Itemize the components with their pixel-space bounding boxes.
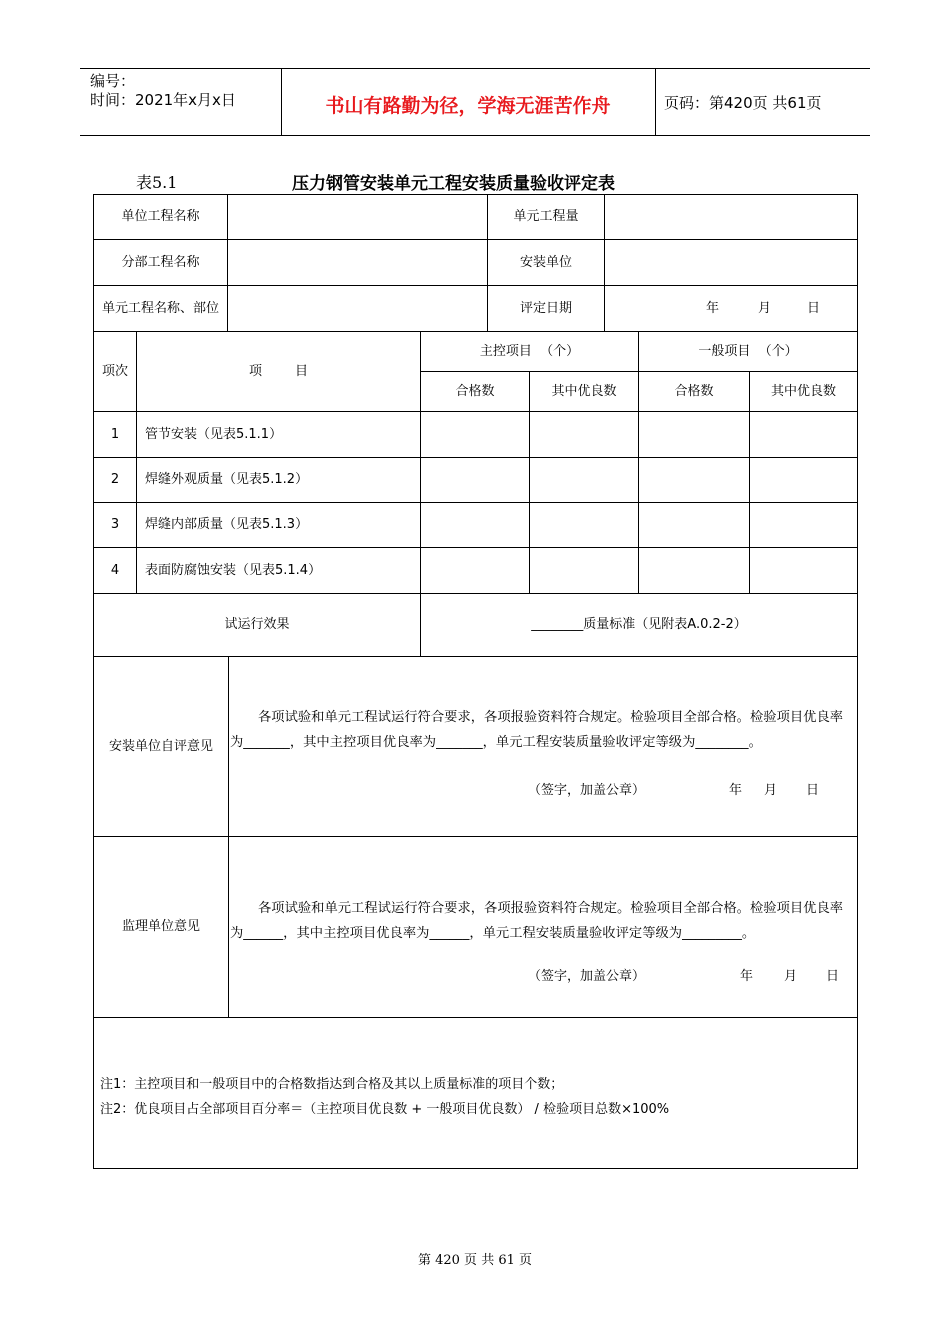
- seq-header: 项次: [101, 363, 128, 379]
- item-no: 3: [110, 517, 120, 532]
- date-year: 年: [706, 300, 720, 316]
- eval-date-label: 评定日期: [519, 300, 572, 316]
- header-divider-left: [281, 68, 282, 136]
- supervisor-sign: （签字，加盖公章）: [528, 969, 646, 984]
- unit-project-field[interactable]: [228, 195, 487, 239]
- supervisor-text: 各项试验和单元工程试运行符合要求，各项报验资料符合规定。检验项目全部合格。检验项目优良率为______，其中主控项目优良率为______，单元工程安装质量验收评定等级为_________。: [230, 901, 844, 941]
- table-number: 表5.1: [136, 173, 178, 192]
- row-line: [93, 1017, 858, 1018]
- supervisor-label: 监理单位意见: [121, 919, 200, 934]
- supervisor-day: 日: [826, 969, 840, 984]
- self-eval-month: 月: [764, 783, 778, 798]
- header-top-rule: [80, 68, 870, 69]
- main-control-header: 主控项目 （个）: [479, 343, 580, 359]
- general-excellent-header: 其中优良数: [770, 383, 836, 399]
- installer-field[interactable]: [605, 240, 857, 285]
- division-project-label: 分部工程名称: [121, 254, 200, 270]
- note-2: 注2：优良项目占全部项目百分率＝（主控项目优良数 + 一般项目优良数） / 检验项目总数×100%: [100, 1102, 670, 1117]
- item-name: 焊缝内部质量（见表5.1.3）: [145, 517, 309, 532]
- motto: 书山有路勤为径，学海无涯苦作舟: [325, 95, 611, 117]
- installer-label: 安装单位: [519, 254, 572, 270]
- supervisor-month: 月: [784, 969, 798, 984]
- trial-run-label: 试运行效果: [224, 617, 290, 632]
- main-qualified-header: 合格数: [455, 383, 495, 399]
- col-line: [228, 656, 229, 1017]
- date-day: 日: [807, 300, 821, 316]
- self-eval-label: 安装单位自评意见: [108, 738, 213, 754]
- serial-label: 编号：: [90, 72, 136, 90]
- item-no: 1: [110, 426, 120, 442]
- header-divider-right: [655, 68, 656, 136]
- self-eval-sign: （签字，加盖公章）: [528, 783, 646, 798]
- unit-quantity-label: 单元工程量: [513, 209, 579, 224]
- item-header: 项 目: [248, 363, 309, 379]
- main-excellent-header: 其中优良数: [551, 383, 617, 399]
- element-name-field[interactable]: [228, 286, 487, 331]
- division-project-field[interactable]: [228, 240, 487, 285]
- page-title: 压力钢管安装单元工程安装质量验收评定表: [292, 174, 615, 194]
- page-footer: 第 420 页 共 61 页: [417, 1253, 533, 1268]
- general-header: 一般项目 （个）: [698, 343, 798, 359]
- supervisor-year: 年: [740, 969, 754, 984]
- self-eval-text: 各项试验和单元工程试运行符合要求，各项报验资料符合规定。检验项目全部合格。检验项目优良率为_______，其中主控项目优良率为_______，单元工程安装质量验收评定等级为________。: [230, 710, 844, 750]
- self-eval-day: 日: [806, 783, 820, 798]
- time-label: 时间：2021年x月x日: [90, 91, 236, 109]
- page-code: 页码：第420页 共61页: [664, 94, 822, 112]
- header-bottom-rule: [80, 135, 870, 136]
- note-1: 注1：主控项目和一般项目中的合格数指达到合格及其以上质量标准的项目个数；: [100, 1077, 564, 1092]
- element-name-label: 单元工程名称、部位: [101, 300, 219, 316]
- unit-project-label: 单位工程名称: [121, 209, 200, 224]
- self-eval-year: 年: [729, 783, 743, 798]
- unit-quantity-field[interactable]: [605, 195, 857, 239]
- item-no: 4: [110, 562, 120, 578]
- date-month: 月: [758, 300, 772, 316]
- trial-run-value: ________质量标准（见附表A.0.2-2）: [531, 617, 747, 632]
- item-no: 2: [110, 472, 120, 487]
- item-name: 焊缝外观质量（见表5.1.2）: [145, 472, 309, 487]
- item-name: 管节安装（见表5.1.1）: [145, 426, 283, 442]
- general-qualified-header: 合格数: [674, 383, 714, 399]
- item-name: 表面防腐蚀安装（见表5.1.4）: [145, 562, 322, 578]
